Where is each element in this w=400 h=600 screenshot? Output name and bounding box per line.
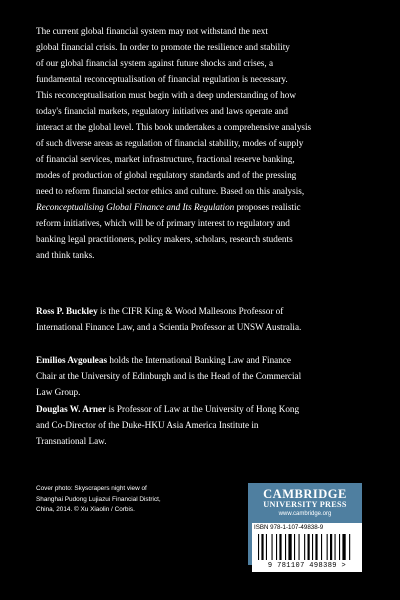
barcode-bar <box>258 534 259 560</box>
publisher-url: www.cambridge.org <box>278 511 332 517</box>
barcode-bar <box>342 534 345 560</box>
barcode-bar <box>349 534 350 560</box>
publisher-name: CAMBRIDGE <box>263 487 347 501</box>
author-bio-avgouleas <box>36 352 366 400</box>
blurb-line: The current global financial system may not withstand the next <box>36 26 268 36</box>
blurb-line: interact at the global level. This book undertakes a comprehensive analysis <box>36 122 312 132</box>
barcode-bar <box>335 534 336 560</box>
blurb-line: reform initiatives, which will be of primary interest to regulatory and <box>36 218 290 228</box>
barcode-bar <box>330 534 332 560</box>
bio-text: holds the International Banking Law and Finance <box>107 355 292 365</box>
barcode-digits: 9 781107 498389 > <box>267 562 347 570</box>
blurb-line: fundamental reconceptualisation of financial regulation is necessary. <box>36 74 288 84</box>
cover-photo-credit <box>36 484 226 516</box>
barcode-bar <box>308 534 310 560</box>
barcode-bar <box>327 534 328 560</box>
barcode-bar <box>312 534 313 560</box>
publisher-press: UNIVERSITY PRESS <box>263 500 347 509</box>
barcode-bar <box>261 534 263 560</box>
bio-text: is Professor of Law at the University of Hong Kong <box>106 404 300 414</box>
blurb-line: need to reform financial sector ethics and culture. Based on this analysis, <box>36 186 305 196</box>
bio-text: is the CIFR King & Wood Mallesons Professor of <box>97 306 284 316</box>
author-bio-arner <box>36 401 366 449</box>
credit-line: China, 2014. © Xu Xiaolin / Corbis. <box>36 506 135 513</box>
blurb-line: of our global financial system against future shocks and crises, a <box>36 58 274 68</box>
isbn-label: ISBN 978-1-107-49838-9 <box>252 523 362 532</box>
barcode-bars <box>256 534 358 562</box>
blurb-line: today's financial markets, regulatory initiatives and laws operate and <box>36 106 288 116</box>
barcode-bar <box>321 534 322 560</box>
barcode-bar <box>294 534 295 560</box>
barcode-bar <box>299 534 300 560</box>
bio-text: International Finance Law, and a Scientia Professor at UNSW Australia. <box>36 322 302 332</box>
blurb-line: This reconceptualisation must begin with a deep understanding of how <box>36 90 296 100</box>
barcode-bar <box>279 534 281 560</box>
barcode-bar <box>285 534 286 560</box>
blurb-line-tail: proposes realistic <box>234 202 301 212</box>
blurb-line: of financial services, market infrastructure, fractional reserve banking, <box>36 154 295 164</box>
bio-text: Law Group. <box>36 387 81 397</box>
blurb-line: banking legal practitioners, policy makers, scholars, research students <box>36 234 293 244</box>
author-bio-buckley <box>36 303 366 335</box>
barcode <box>252 532 362 572</box>
author-name: Emilios Avgouleas <box>36 355 108 365</box>
blurb-line: of such diverse areas as regulation of financial stability, modes of supply <box>36 138 304 148</box>
bio-text: Transnational Law. <box>36 436 107 446</box>
credit-line: Shanghai Pudong Lujiazui Financial District, <box>36 495 161 503</box>
bio-text: and Co-Director of the Duke-HKU Asia America Institute in <box>36 420 259 430</box>
blurb-line-title <box>36 202 301 212</box>
barcode-bar <box>272 534 273 560</box>
barcode-bar <box>315 534 317 560</box>
barcode-bar <box>288 534 291 560</box>
author-name: Ross P. Buckley <box>36 306 98 316</box>
blurb-line: and think tanks. <box>36 250 95 260</box>
book-title: Reconceptualising Global Finance and Its Regulation <box>36 202 235 212</box>
barcode-bar <box>304 534 305 560</box>
barcode-bar <box>339 534 340 560</box>
author-name: Douglas W. Arner <box>36 404 107 414</box>
barcode-bar <box>276 534 277 560</box>
barcode-bar <box>266 534 267 560</box>
blurb-line: modes of production of global regulatory standards and of the pressing <box>36 170 297 180</box>
blurb-line: global financial crisis. In order to promote the resilience and stability <box>36 42 290 52</box>
credit-line: Cover photo: Skyscrapers night view of <box>36 485 147 492</box>
book-description <box>36 23 368 263</box>
bio-text: Chair at the University of Edinburgh and is the Head of the Commercial <box>36 371 302 381</box>
